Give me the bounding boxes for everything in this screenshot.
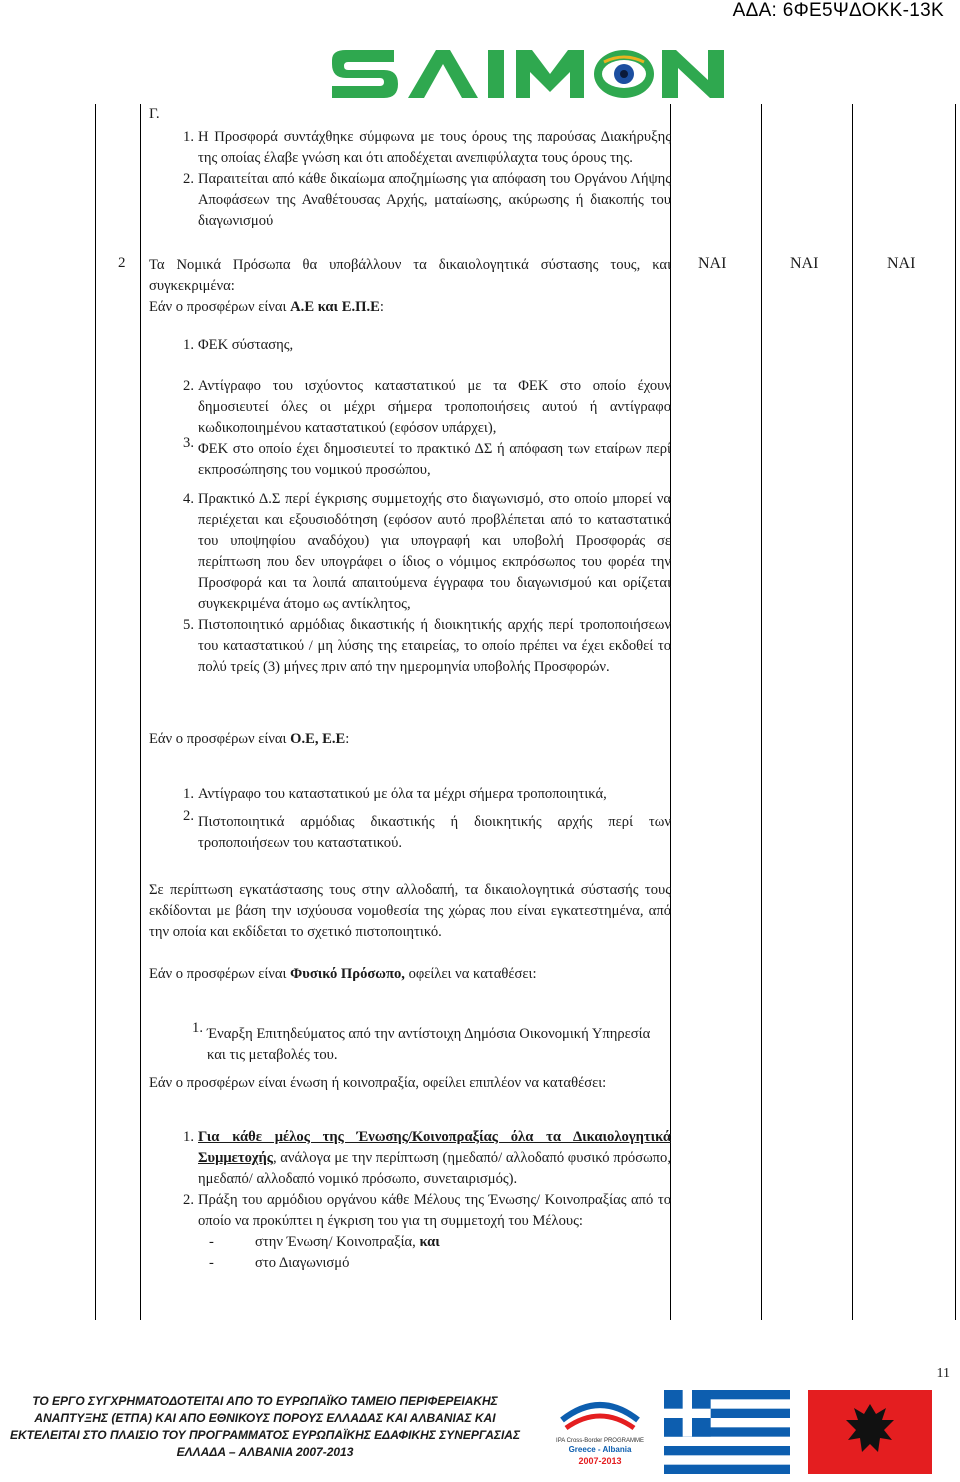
table-border xyxy=(852,104,853,1320)
table-border xyxy=(955,104,956,1320)
list-item: 1. Αντίγραφο του καταστατικού με όλα τα μέχρι σήμερα τροποποιητικά, xyxy=(183,786,607,802)
answer-cell: ΝΑΙ xyxy=(887,255,916,272)
list-item: 1. Έναρξη Επιτηδεύματος από την αντίστοιχη Δημόσια Οικονομική Υπηρεσία και τις μεταβολές του. xyxy=(192,1020,651,1063)
svg-text:Greece - Albania: Greece - Albania xyxy=(568,1445,632,1454)
natural-person-intro: Εάν ο προσφέρων είναι Φυσικό Πρόσωπο, οφείλει να καταθέσει: xyxy=(149,966,537,982)
table-border xyxy=(95,104,96,1320)
footer-funding-text: ΤΟ ΕΡΓΟ ΣΥΓΧΡΗΜΑΤΟΔΟΤΕΙΤΑΙ ΑΠΟ ΤΟ ΕΥΡΩΠΑΪΚΟ ΤΑΜΕΙΟ ΠΕΡΙΦΕΡΕΙΑΚΗΣ ΑΝΑΠΤΥΞΗΣ (ΕΤΠΑ) ΚΑΙ ΑΠΟ ΕΘΝΙΚΟΥΣ ΠΟΡΟΥΣ ΕΛΛΑΔΑΣ ΚΑΙ ΑΛΒΑΝΙΑΣ ΚΑΙ ΕΚΤΕΛΕΙΤΑΙ ΣΤΟ ΠΛΑΙΣΙΟ ΤΟΥ ΠΡΟΓΡΑΜΜΑΤΟΣ ΕΥΡΩΠΑΪΚΗΣ ΕΔΑΦΙΚΗΣ ΣΥΝΕΡΓΑΣΙΑΣ ΕΛΛΑΔΑ – ΑΛΒΑΝΙΑ 2007-2013 xyxy=(9,1394,521,1459)
union-paragraph: Εάν ο προσφέρων είναι ένωση ή κοινοπραξία, οφείλει επιπλέον να καταθέσει: xyxy=(149,1075,607,1091)
row-number: 2 xyxy=(118,255,126,271)
legal-entities-block xyxy=(149,255,671,318)
list-item: 1. Η Προσφορά συντάχθηκε σύμφωνα με τους όρους της παρούσας Διακήρυξης της οποίας έλαβε γνώση και ότι αποδέχεται ανεπιφύλαχτα τους όρους της. xyxy=(183,129,671,166)
abroad-paragraph: Σε περίπτωση εγκατάστασης τους στην αλλοδαπή, τα δικαιολογητικά σύστασής τους εκδίδονται με βάση την ισχύουσα νομοθεσία της χώρας που είναι εγκατεστημένα, από την οποία και εκδίδεται το σχετικό πιστοποιητικό. xyxy=(149,882,671,940)
section-letter: Γ. xyxy=(149,106,160,122)
list-item: 1. Για κάθε μέλος της Ένωσης/Κοινοπραξίας όλα τα Δικαιολογητικά Συμμετοχής, ανάλογα με την περίπτωση (ημεδαπό/ αλλοδαπό φυσικό πρόσωπο, ημεδαπό/ αλλοδαπό νομικό πρόσωπο, συνεταιρισμός). xyxy=(183,1129,671,1187)
list-item: 2. Αντίγραφο του ισχύοντος καταστατικού με τα ΦΕΚ στο οποίο έχουν δημοσιευτεί όλες οι μέχρι σήμερα τροποποιήσεις αυτού ή αντίγραφο κωδικοποιημένου καταστατικού (εφόσον υπάρχει), xyxy=(183,378,671,436)
answer-cell: ΝΑΙ xyxy=(698,255,727,272)
ae-list-cont xyxy=(149,376,671,678)
answer-cell: ΝΑΙ xyxy=(790,255,819,272)
ae-intro: Εάν ο προσφέρων είναι Α.Ε και Ε.Π.Ε: xyxy=(149,299,384,315)
ae-list xyxy=(149,335,671,356)
list-item: 2. Πράξη του αρμόδιου οργάνου κάθε Μέλους της Ένωσης/ Κοινοπραξίας από το οποίο να προκύπτει η έγκριση του για τη συμμετοχή του Μέλους: xyxy=(183,1192,671,1229)
list-item: 2. Παραιτείται από κάθε δικαίωμα αποζημίωσης για απόφαση του Οργάνου Λήψης Αποφάσεων της Αναθέτουσας Αρχής, ματαίωσης, ακύρωσης ή διακοπής του διαγωνισμού xyxy=(183,171,671,229)
ada-code: ΑΔΑ: 6ΦΕ5ΨΔΟΚΚ-13Κ xyxy=(732,0,944,21)
legal-intro: Τα Νομικά Πρόσωπα θα υποβάλλουν τα δικαιολογητικά σύστασης τους, και συγκεκριμένα: xyxy=(149,257,671,294)
albania-flag-icon xyxy=(808,1390,932,1479)
list-item: 5. Πιστοποιητικό αρμόδιας δικαστικής ή διοικητικής αρχής περί τροποποιήσεων του καταστατικού / μη λύσης της εταιρείας, το οποίο πρέπει να έχει εκδοθεί το πολύ τρείς (3) μήνες πριν από την ημερομηνία υποβολής Προσφορών. xyxy=(183,617,671,675)
union-list xyxy=(149,1127,671,1274)
greece-flag-icon xyxy=(664,1390,790,1479)
confirmation-list xyxy=(149,127,671,232)
dash-item: - στο Διαγωνισμό xyxy=(209,1255,350,1271)
oe-list xyxy=(149,784,671,854)
svg-text:2007-2013: 2007-2013 xyxy=(578,1456,622,1466)
table-border xyxy=(761,104,762,1320)
list-item: 1. ΦΕΚ σύστασης, xyxy=(183,337,294,353)
list-item: 4. Πρακτικό Δ.Σ περί έγκρισης συμμετοχής στο διαγωνισμό, στο οποίο μπορεί να περιέχεται και εξουσιοδότηση (εφόσον αυτό προβλέπεται από το καταστατικό του υποψηφίου αναδόχου) για υπογραφή και υποβολή Προσφοράς σε περίπτωση που δεν υπογράφει ο ίδιος ο νόμιμος εκπρόσωπος του φορέα την Προσφορά και τα λοιπά απαιτούμενα έγγραφα του διαγωνισμού και ορίζεται συγκεκριμένα άτομο ως αντίκλητος, xyxy=(183,491,671,612)
page-number: 11 xyxy=(936,1366,950,1381)
list-item: 3. ΦΕΚ στο οποίο έχει δημοσιευτεί το πρακτικό ΔΣ ή απόφαση των εταίρων περί εκπροσώπησης του νομικού προσώπου, xyxy=(183,435,671,478)
ipa-programme-logo xyxy=(552,1390,648,1476)
svg-text:IPA Cross-Border PROGRAMME: IPA Cross-Border PROGRAMME xyxy=(556,1438,644,1444)
list-item: 2. Πιστοποιητικά αρμόδιας δικαστικής ή διοικητικής αρχής περί των τροποποιήσεων του καταστατικού. xyxy=(183,808,671,851)
saimon-logo xyxy=(328,44,728,106)
oe-intro: Εάν ο προσφέρων είναι Ο.Ε, Ε.Ε: xyxy=(149,731,350,747)
dash-item: - στην Ένωση/ Κοινοπραξία, και xyxy=(209,1234,440,1250)
natural-list xyxy=(149,1020,669,1066)
